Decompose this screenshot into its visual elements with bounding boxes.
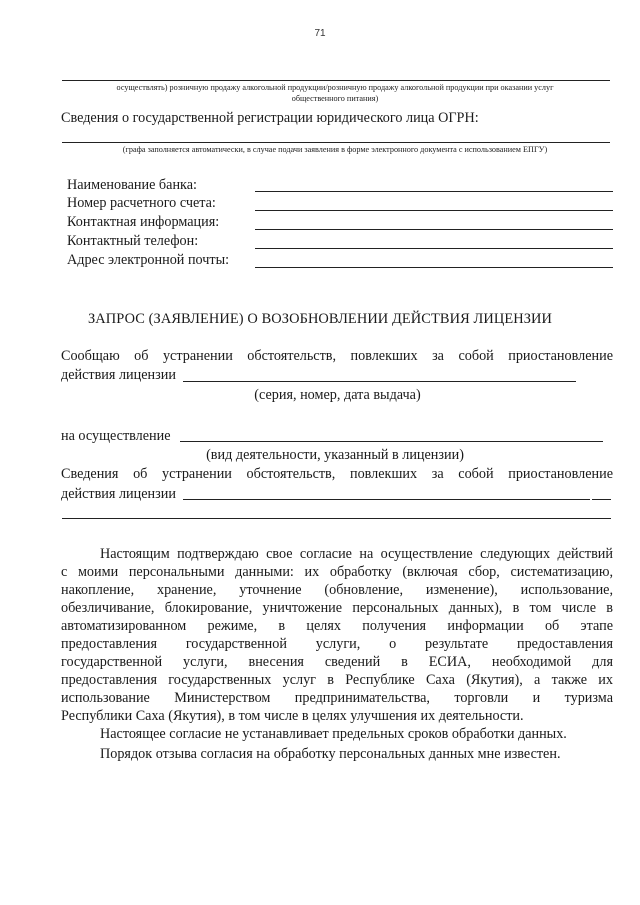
consent-line-8: предоставления государственных услуг в Республике Саха (Якутия), а также их xyxy=(61,672,613,688)
consent-limit-text: Настоящее согласие не устанавливает предельных сроков обработки данных. xyxy=(100,726,567,742)
license-note-line1: осуществлять) розничную продажу алкогольной продукции/розничную продажу алкогольной продукции при оказании услуг xyxy=(116,83,554,92)
account-number-field[interactable] xyxy=(255,210,613,211)
form-label-account-number: Номер расчетного счета: xyxy=(67,195,216,211)
elimination-details-field-tail[interactable] xyxy=(592,499,611,500)
document-heading: ЗАПРОС (ЗАЯВЛЕНИЕ) О ВОЗОБНОВЛЕНИИ ДЕЙСТВИЯ ЛИЦЕНЗИИ xyxy=(88,311,552,327)
consent-line-3: накопление, хранение, уточнение (обновление, изменение), использование, xyxy=(61,582,613,598)
form-label-email: Адрес электронной почты: xyxy=(67,252,230,268)
activity-type-field[interactable] xyxy=(180,441,603,442)
form-label-bank-name: Наименование банка: xyxy=(67,177,197,193)
auto-fill-note: (графа заполняется автоматически, в случае подачи заявления в форме электронного документа с использованием ЕПГУ) xyxy=(122,145,548,154)
license-details-caption: (серия, номер, дата выдача) xyxy=(254,387,421,403)
consent-line-1: Настоящим подтверждаю свое согласие на осуществление следующих действий xyxy=(100,546,613,562)
request-line-2-label: действия лицензии xyxy=(61,367,176,383)
activity-type-caption: (вид деятельности, указанный в лицензии) xyxy=(206,447,464,463)
consent-line-10: Республики Саха (Якутия), в том числе в целях улучшения их деятельности. xyxy=(61,708,524,724)
license-note-line2: общественного питания) xyxy=(291,94,379,103)
activity-label: на осуществление xyxy=(61,428,171,444)
elimination-details-field-2[interactable] xyxy=(62,518,611,519)
consent-line-2: с моими персональными данными: их обработку (включая сбор, систематизацию, xyxy=(61,564,613,580)
registration-label: Сведения о государственной регистрации юридического лица ОГРН: xyxy=(61,110,479,126)
request-line-4-label: действия лицензии xyxy=(61,486,176,502)
consent-line-9: использование Министерством предпринимательства, торговли и туризма xyxy=(61,690,613,706)
contact-phone-field[interactable] xyxy=(255,248,613,249)
form-label-contact-info: Контактная информация: xyxy=(67,214,220,230)
top-rule xyxy=(62,80,610,81)
page-number: 71 xyxy=(314,28,326,39)
contact-info-field[interactable] xyxy=(255,229,613,230)
request-line-3: Сведения об устранении обстоятельств, повлекших за собой приостановление xyxy=(61,466,613,482)
consent-line-6: предоставления государственной услуги, о результате предоставления xyxy=(61,636,613,652)
ogrn-field-line[interactable] xyxy=(62,142,610,143)
license-details-field[interactable] xyxy=(183,381,576,382)
form-label-contact-phone: Контактный телефон: xyxy=(67,233,199,249)
consent-line-7: государственной услуги, внесения сведений в ЕСИА, необходимой для xyxy=(61,654,613,670)
elimination-details-field[interactable] xyxy=(183,499,590,500)
email-field[interactable] xyxy=(255,267,613,268)
bank-name-field[interactable] xyxy=(255,191,613,192)
consent-line-5: автоматизированном режиме, в целях получения информации об этапе xyxy=(61,618,613,634)
consent-line-4: обезличивание, блокирование, уничтожение персональных данных), в том числе в xyxy=(61,600,613,616)
consent-withdraw-text: Порядок отзыва согласия на обработку персональных данных мне известен. xyxy=(100,746,561,762)
request-line-1: Сообщаю об устранении обстоятельств, повлекших за собой приостановление xyxy=(61,348,613,364)
